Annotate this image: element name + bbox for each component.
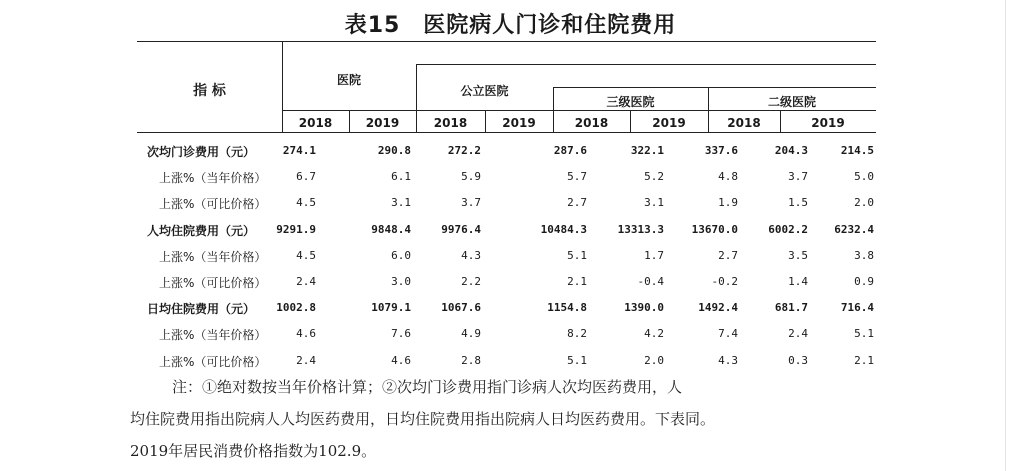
table-cell: 4.6 bbox=[296, 327, 316, 340]
table-cell: 5.1 bbox=[567, 354, 587, 367]
table-cell: 1067.6 bbox=[441, 301, 481, 314]
table-cell: 204.3 bbox=[774, 144, 808, 157]
table-cell: 3.8 bbox=[854, 249, 874, 262]
table-cell: 1.9 bbox=[718, 196, 738, 209]
table-cell: 681.7 bbox=[774, 301, 808, 314]
table-cell: 2.8 bbox=[461, 354, 481, 367]
header-year: 2018 bbox=[433, 116, 468, 130]
table-cell: 2.0 bbox=[854, 196, 874, 209]
table-cell: 3.1 bbox=[391, 196, 411, 209]
table-cell: 5.7 bbox=[567, 170, 587, 183]
table-cell: 7.4 bbox=[718, 327, 738, 340]
table-cell: 9291.9 bbox=[276, 223, 316, 236]
table-cell: 1390.0 bbox=[624, 301, 664, 314]
table-cell: 4.5 bbox=[296, 196, 316, 209]
rule-public-hospital bbox=[416, 64, 876, 65]
header-year: 2019 bbox=[811, 116, 845, 130]
table-title: 表15 医院病人门诊和住院费用 bbox=[344, 13, 677, 38]
table-cell: 13313.3 bbox=[617, 223, 664, 236]
table-cell: 6002.2 bbox=[768, 223, 808, 236]
header-public-hospital: 公立医院 bbox=[460, 84, 509, 98]
table-cell: 2.4 bbox=[296, 275, 316, 288]
header-year: 2019 bbox=[365, 116, 400, 130]
table-cell: 2.4 bbox=[296, 354, 316, 367]
table-cell: 272.2 bbox=[447, 144, 481, 157]
table-cell: 6232.4 bbox=[834, 223, 874, 236]
note-line-1: 注：①绝对数按当年价格计算；②次均门诊费用指门诊病人次均医药费用，人 bbox=[172, 378, 683, 396]
row-label: 次均门诊费用（元） bbox=[147, 145, 256, 159]
header-hospital: 医院 bbox=[336, 73, 361, 87]
table-cell: 2.4 bbox=[788, 327, 808, 340]
table-cell: 8.2 bbox=[567, 327, 587, 340]
table-cell: 1492.4 bbox=[698, 301, 738, 314]
table-cell: 287.6 bbox=[553, 144, 587, 157]
table-cell: 6.1 bbox=[391, 170, 411, 183]
table-cell: 2.7 bbox=[718, 249, 738, 262]
note-line-2: 均住院费用指出院病人人均医药费用，日均住院费用指出院病人日均医药费用。下表同。 bbox=[130, 410, 716, 428]
table-cell: 7.6 bbox=[391, 327, 411, 340]
table-cell: 6.7 bbox=[296, 170, 316, 183]
row-label: 日均住院费用（元） bbox=[147, 302, 256, 316]
table-cell: 4.6 bbox=[391, 354, 411, 367]
table-cell: 3.7 bbox=[461, 196, 481, 209]
table-cell: 4.5 bbox=[296, 249, 316, 262]
header-secondary: 二级医院 bbox=[767, 95, 816, 109]
table-cell: 3.7 bbox=[788, 170, 808, 183]
table-cell: 716.4 bbox=[840, 301, 874, 314]
table-cell: 2.1 bbox=[854, 354, 874, 367]
row-label: 上涨%（当年价格） bbox=[159, 171, 267, 185]
table-cell: 6.0 bbox=[391, 249, 411, 262]
table-cell: 1002.8 bbox=[276, 301, 316, 314]
rule-years bbox=[282, 110, 876, 111]
table-cell: 1079.1 bbox=[371, 301, 411, 314]
table-cell: 2.7 bbox=[567, 196, 587, 209]
table-cell: 9976.4 bbox=[441, 223, 481, 236]
table-cell: 322.1 bbox=[630, 144, 664, 157]
header-tertiary: 三级医院 bbox=[606, 95, 655, 109]
header-indicator: 指 标 bbox=[193, 83, 226, 99]
row-label: 人均住院费用（元） bbox=[147, 224, 256, 238]
table-cell: 13670.0 bbox=[691, 223, 738, 236]
table-cell: 3.1 bbox=[644, 196, 664, 209]
table-cell: 0.3 bbox=[788, 354, 808, 367]
table-cell: 1.5 bbox=[788, 196, 808, 209]
table-cell: 4.8 bbox=[718, 170, 738, 183]
table-cell: 10484.3 bbox=[540, 223, 587, 236]
table-cell: 0.9 bbox=[854, 275, 874, 288]
row-label: 上涨%（可比价格） bbox=[159, 355, 267, 369]
row-label: 上涨%（当年价格） bbox=[159, 250, 267, 264]
row-label: 上涨%（可比价格） bbox=[159, 276, 267, 290]
rule-top bbox=[137, 41, 876, 42]
table-cell: 337.6 bbox=[704, 144, 738, 157]
table-cell: 3.5 bbox=[788, 249, 808, 262]
header-year: 2018 bbox=[727, 116, 761, 130]
header-year: 2019 bbox=[502, 116, 536, 130]
table-cell: 5.1 bbox=[854, 327, 874, 340]
table-cell: 2.2 bbox=[461, 275, 481, 288]
table-cell: 4.9 bbox=[461, 327, 481, 340]
table-cell: -0.2 bbox=[711, 275, 738, 288]
row-label: 上涨%（可比价格） bbox=[159, 197, 267, 211]
table-cell: 290.8 bbox=[377, 144, 411, 157]
table-cell: 4.3 bbox=[718, 354, 738, 367]
header-year: 2018 bbox=[298, 116, 333, 130]
table-cell: 5.1 bbox=[567, 249, 587, 262]
table-cell: -0.4 bbox=[637, 275, 664, 288]
table-cell: 3.0 bbox=[391, 275, 411, 288]
table-cell: 9848.4 bbox=[371, 223, 411, 236]
header-year: 2019 bbox=[652, 116, 686, 130]
row-label: 上涨%（当年价格） bbox=[159, 328, 267, 342]
table-cell: 2.1 bbox=[567, 275, 587, 288]
note-line-3: 2019年居民消费价格指数为102.9。 bbox=[130, 442, 377, 460]
table-cell: 1.7 bbox=[644, 249, 664, 262]
table-cell: 2.0 bbox=[644, 354, 664, 367]
table-cell: 214.5 bbox=[840, 144, 874, 157]
table-cell: 4.3 bbox=[461, 249, 481, 262]
rule-tertiary-secondary bbox=[553, 87, 876, 88]
rule-header-bottom bbox=[137, 132, 876, 133]
page-edge bbox=[1005, 0, 1006, 471]
table-cell: 5.0 bbox=[854, 170, 874, 183]
table-cell: 1154.8 bbox=[547, 301, 587, 314]
table-cell: 5.9 bbox=[461, 170, 481, 183]
table-cell: 5.2 bbox=[644, 170, 664, 183]
table-cell: 274.1 bbox=[282, 144, 316, 157]
table-cell: 1.4 bbox=[788, 275, 808, 288]
table-cell: 4.2 bbox=[644, 327, 664, 340]
header-year: 2018 bbox=[574, 116, 609, 130]
